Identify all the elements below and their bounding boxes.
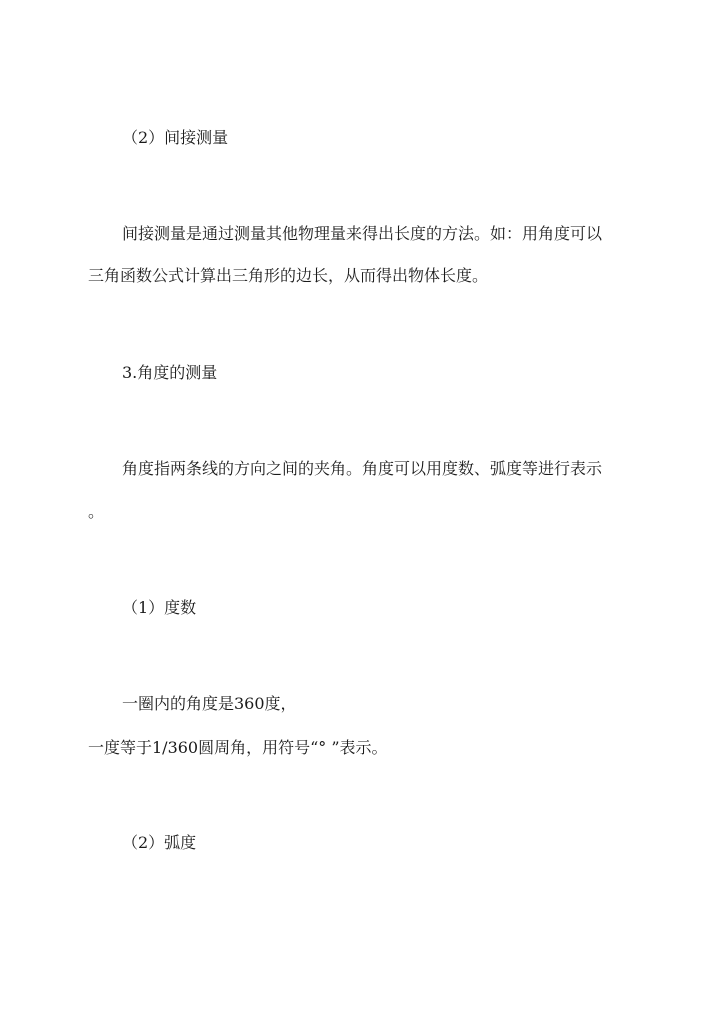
section-heading-degree: （1）度数 <box>122 598 197 617</box>
paragraph-indirect-line-1: 间接测量是通过测量其他物理量来得出长度的方法。如：用角度可以 <box>122 224 603 243</box>
section-heading-radian: （2）弧度 <box>122 833 197 852</box>
paragraph-angle-line-1: 角度指两条线的方向之间的夹角。角度可以用度数、弧度等进行表示 <box>122 459 603 478</box>
section-heading-indirect-measurement: （2）间接测量 <box>122 128 229 147</box>
section-heading-angle-measurement: 3.角度的测量 <box>122 363 218 382</box>
paragraph-indirect-line-2: 三角函数公式计算出三角形的边长，从而得出物体长度。 <box>88 266 489 285</box>
paragraph-angle-line-2: 。 <box>88 502 105 521</box>
paragraph-degree-line-2: 一度等于1/360圆周角，用符号“° ”表示。 <box>88 738 388 757</box>
paragraph-degree-line-1: 一圈内的角度是360度， <box>122 694 297 713</box>
